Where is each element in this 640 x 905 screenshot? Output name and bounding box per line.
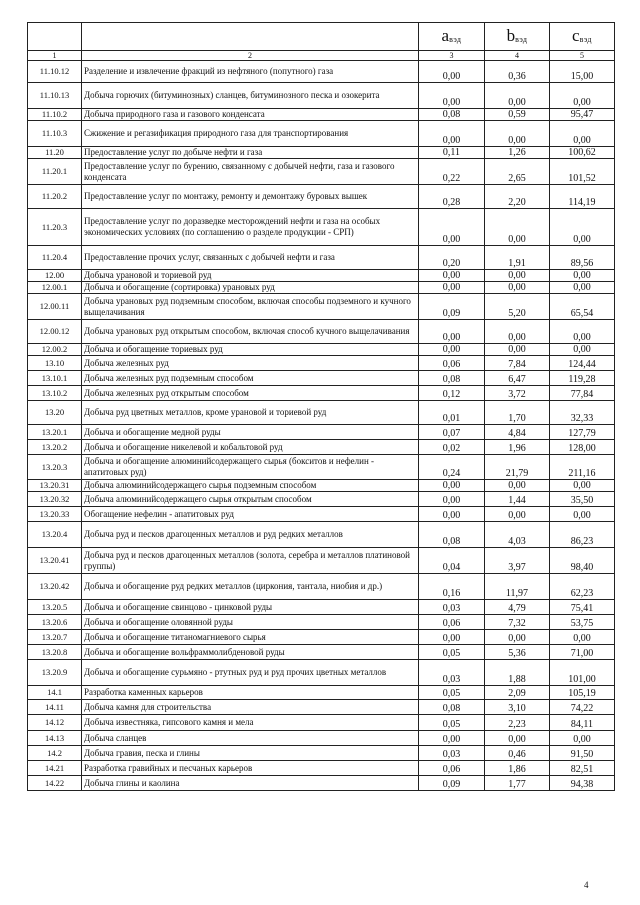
table-row — [28, 401, 615, 425]
table-row — [28, 440, 615, 455]
row-value-b: 2,09 — [485, 686, 550, 700]
row-code: 11.20.3 — [28, 209, 82, 246]
row-value-c: 84,11 — [550, 715, 615, 731]
row-value-b: 1,88 — [485, 660, 550, 686]
row-value-c: 82,51 — [550, 761, 615, 776]
row-code: 11.10.3 — [28, 121, 82, 147]
row-value-a: 0,03 — [419, 746, 485, 761]
row-code: 13.20.42 — [28, 574, 82, 600]
row-value-c: 100,62 — [550, 147, 615, 159]
row-value-c: 127,79 — [550, 425, 615, 440]
row-value-a: 0,08 — [419, 522, 485, 548]
row-value-b: 1,96 — [485, 440, 550, 455]
row-value-a: 0,00 — [419, 480, 485, 492]
row-value-a: 0,00 — [419, 630, 485, 645]
row-value-c: 86,23 — [550, 522, 615, 548]
row-value-c: 89,56 — [550, 246, 615, 270]
row-name: Добыча железных руд — [82, 356, 419, 371]
row-code: 11.10.2 — [28, 109, 82, 121]
row-value-c: 211,16 — [550, 455, 615, 480]
table-row — [28, 548, 615, 574]
row-value-b: 0,46 — [485, 746, 550, 761]
header-name — [82, 23, 419, 51]
row-value-a: 0,00 — [419, 320, 485, 344]
row-value-c: 0,00 — [550, 270, 615, 282]
row-value-b: 0,00 — [485, 209, 550, 246]
row-code: 13.20.41 — [28, 548, 82, 574]
row-value-a: 0,00 — [419, 731, 485, 746]
row-value-a: 0,00 — [419, 83, 485, 109]
row-value-c: 98,40 — [550, 548, 615, 574]
row-value-b: 1,70 — [485, 401, 550, 425]
row-value-a: 0,00 — [419, 121, 485, 147]
row-value-b: 1,86 — [485, 761, 550, 776]
row-value-b: 0,00 — [485, 83, 550, 109]
row-name: Добыча и обогащение алюминийсодержащего сырья (бокситов и нефелин - апатитовых руд) — [82, 455, 419, 480]
page-number: 4 — [584, 880, 589, 890]
row-code: 12.00.11 — [28, 294, 82, 320]
table-row — [28, 480, 615, 492]
row-value-b: 0,00 — [485, 731, 550, 746]
row-value-b: 2,23 — [485, 715, 550, 731]
column-number: 1 — [28, 51, 82, 61]
header-code — [28, 23, 82, 51]
header-c: $c_{вэд}$ — [550, 23, 615, 51]
table-row — [28, 715, 615, 731]
row-name: Добыча и обогащение сурьмяно - ртутных руд и руд прочих цветных металлов — [82, 660, 419, 686]
row-value-a: 0,06 — [419, 615, 485, 630]
row-name: Разделение и извлечение фракций из нефтяного (попутного) газа — [82, 61, 419, 83]
row-value-a: 0,08 — [419, 700, 485, 715]
coefficients-table — [27, 22, 615, 791]
row-name: Добыча и обогащение ториевых руд — [82, 344, 419, 356]
row-value-c: 0,00 — [550, 209, 615, 246]
row-value-a: 0,05 — [419, 645, 485, 660]
row-value-b: 1,26 — [485, 147, 550, 159]
row-code: 13.20.4 — [28, 522, 82, 548]
row-value-b: 1,77 — [485, 776, 550, 791]
header-a: $a_{вэд}$ — [419, 23, 485, 51]
row-name: Добыча урановой и ториевой руд — [82, 270, 419, 282]
row-value-b: 3,72 — [485, 386, 550, 401]
row-value-c: 53,75 — [550, 615, 615, 630]
row-value-b: 5,20 — [485, 294, 550, 320]
row-value-a: 0,00 — [419, 61, 485, 83]
row-value-c: 105,19 — [550, 686, 615, 700]
table-row — [28, 686, 615, 700]
row-code: 13.20.8 — [28, 645, 82, 660]
row-code: 12.00 — [28, 270, 82, 282]
row-code: 13.20.5 — [28, 600, 82, 615]
row-code: 12.00.1 — [28, 282, 82, 294]
table-row — [28, 344, 615, 356]
table-row — [28, 147, 615, 159]
table-row — [28, 507, 615, 522]
row-name: Обогащение нефелин - апатитовых руд — [82, 507, 419, 522]
row-name: Добыча алюминийсодержащего сырья открытым способом — [82, 492, 419, 507]
row-name: Добыча горючих (битуминозных) сланцев, битуминозного песка и озокерита — [82, 83, 419, 109]
row-code: 13.20.2 — [28, 440, 82, 455]
row-value-c: 124,44 — [550, 356, 615, 371]
row-value-b: 4,03 — [485, 522, 550, 548]
row-name: Предоставление услуг по монтажу, ремонту и демонтажу буровых вышек — [82, 185, 419, 209]
row-value-c: 0,00 — [550, 731, 615, 746]
row-name: Добыча руд и песков драгоценных металлов (золота, серебра и металлов платиновой группы) — [82, 548, 419, 574]
row-name: Добыча железных руд подземным способом — [82, 371, 419, 386]
table-row — [28, 455, 615, 480]
table-row — [28, 700, 615, 715]
table-row — [28, 522, 615, 548]
row-value-b: 2,65 — [485, 159, 550, 185]
row-value-a: 0,05 — [419, 715, 485, 731]
row-code: 11.10.13 — [28, 83, 82, 109]
row-code: 11.20.4 — [28, 246, 82, 270]
row-value-c: 119,28 — [550, 371, 615, 386]
table-row — [28, 492, 615, 507]
row-value-b: 3,10 — [485, 700, 550, 715]
column-number: 2 — [82, 51, 419, 61]
row-code: 13.20.3 — [28, 455, 82, 480]
row-name: Добыча урановых руд подземным способом, включая способы подземного и кучного выщелачивания — [82, 294, 419, 320]
row-value-c: 91,50 — [550, 746, 615, 761]
column-number-row — [28, 51, 615, 61]
row-value-c: 62,23 — [550, 574, 615, 600]
table-row — [28, 600, 615, 615]
row-value-a: 0,11 — [419, 147, 485, 159]
row-value-b: 6,47 — [485, 371, 550, 386]
row-name: Добыча сланцев — [82, 731, 419, 746]
row-code: 12.00.2 — [28, 344, 82, 356]
row-code: 13.20.1 — [28, 425, 82, 440]
row-value-c: 0,00 — [550, 83, 615, 109]
row-code: 12.00.12 — [28, 320, 82, 344]
row-value-a: 0,00 — [419, 507, 485, 522]
row-value-a: 0,03 — [419, 660, 485, 686]
row-value-a: 0,24 — [419, 455, 485, 480]
row-code: 11.20.2 — [28, 185, 82, 209]
table-row — [28, 109, 615, 121]
row-code: 14.22 — [28, 776, 82, 791]
row-value-c: 101,52 — [550, 159, 615, 185]
row-name: Добыча и обогащение вольфраммолибденовой руды — [82, 645, 419, 660]
table-row — [28, 386, 615, 401]
table-row — [28, 356, 615, 371]
row-code: 14.11 — [28, 700, 82, 715]
row-name: Добыча и обогащение медной руды — [82, 425, 419, 440]
table-row — [28, 761, 615, 776]
row-value-a: 0,00 — [419, 492, 485, 507]
row-value-a: 0,09 — [419, 776, 485, 791]
row-name: Добыча известняка, гипсового камня и мела — [82, 715, 419, 731]
row-value-a: 0,00 — [419, 209, 485, 246]
row-name: Разработка гравийных и песчаных карьеров — [82, 761, 419, 776]
row-value-c: 15,00 — [550, 61, 615, 83]
row-code: 13.20.32 — [28, 492, 82, 507]
row-name: Добыча и обогащение (сортировка) урановых руд — [82, 282, 419, 294]
row-value-c: 77,84 — [550, 386, 615, 401]
row-name: Добыча железных руд открытым способом — [82, 386, 419, 401]
row-value-a: 0,09 — [419, 294, 485, 320]
row-value-c: 74,22 — [550, 700, 615, 715]
table-row — [28, 731, 615, 746]
row-name: Предоставление услуг по добыче нефти и газа — [82, 147, 419, 159]
row-value-b: 0,00 — [485, 344, 550, 356]
row-name: Добыча и обогащение титаномагниевого сырья — [82, 630, 419, 645]
row-name: Добыча алюминийсодержащего сырья подземным способом — [82, 480, 419, 492]
row-code: 14.1 — [28, 686, 82, 700]
table-row — [28, 574, 615, 600]
table-row — [28, 645, 615, 660]
table-row — [28, 660, 615, 686]
row-value-b: 7,32 — [485, 615, 550, 630]
row-value-c: 0,00 — [550, 480, 615, 492]
row-name: Добыча камня для строительства — [82, 700, 419, 715]
row-value-b: 0,00 — [485, 270, 550, 282]
row-value-a: 0,28 — [419, 185, 485, 209]
column-number: 5 — [550, 51, 615, 61]
table-row — [28, 630, 615, 645]
row-code: 13.20 — [28, 401, 82, 425]
table-row — [28, 294, 615, 320]
row-value-b: 0,00 — [485, 320, 550, 344]
row-value-a: 0,16 — [419, 574, 485, 600]
row-value-a: 0,05 — [419, 686, 485, 700]
row-value-b: 0,00 — [485, 121, 550, 147]
row-value-a: 0,06 — [419, 761, 485, 776]
row-value-b: 11,97 — [485, 574, 550, 600]
header-b: $b_{вэд}$ — [485, 23, 550, 51]
row-value-a: 0,00 — [419, 282, 485, 294]
row-code: 14.12 — [28, 715, 82, 731]
table-row — [28, 246, 615, 270]
row-value-c: 95,47 — [550, 109, 615, 121]
row-value-b: 0,36 — [485, 61, 550, 83]
row-name: Добыча урановых руд открытым способом, включая способ кучного выщелачивания — [82, 320, 419, 344]
row-code: 13.20.7 — [28, 630, 82, 645]
row-code: 13.10 — [28, 356, 82, 371]
row-value-a: 0,04 — [419, 548, 485, 574]
row-value-b: 4,84 — [485, 425, 550, 440]
table-row — [28, 320, 615, 344]
table-row — [28, 121, 615, 147]
row-value-c: 65,54 — [550, 294, 615, 320]
row-value-b: 21,79 — [485, 455, 550, 480]
header-row — [28, 23, 615, 51]
row-value-c: 114,19 — [550, 185, 615, 209]
row-value-b: 0,00 — [485, 282, 550, 294]
table-row — [28, 615, 615, 630]
table-row — [28, 776, 615, 791]
row-value-a: 0,06 — [419, 356, 485, 371]
table-row — [28, 425, 615, 440]
row-value-a: 0,20 — [419, 246, 485, 270]
row-value-b: 1,44 — [485, 492, 550, 507]
table-row — [28, 61, 615, 83]
table-row — [28, 83, 615, 109]
table-row — [28, 159, 615, 185]
row-code: 14.13 — [28, 731, 82, 746]
row-value-b: 4,79 — [485, 600, 550, 615]
row-name: Добыча руд цветных металлов, кроме урановой и ториевой руд — [82, 401, 419, 425]
column-number: 3 — [419, 51, 485, 61]
table-row — [28, 209, 615, 246]
row-code: 14.21 — [28, 761, 82, 776]
row-code: 13.20.33 — [28, 507, 82, 522]
row-value-b: 1,91 — [485, 246, 550, 270]
row-value-a: 0,02 — [419, 440, 485, 455]
table-row — [28, 270, 615, 282]
row-value-c: 0,00 — [550, 320, 615, 344]
row-name: Разработка каменных карьеров — [82, 686, 419, 700]
table-row — [28, 371, 615, 386]
row-code: 13.20.6 — [28, 615, 82, 630]
row-value-a: 0,22 — [419, 159, 485, 185]
row-name: Сжижение и регазификация природного газа для транспортирования — [82, 121, 419, 147]
row-code: 13.20.9 — [28, 660, 82, 686]
row-code: 13.10.1 — [28, 371, 82, 386]
row-value-b: 0,00 — [485, 480, 550, 492]
row-value-a: 0,07 — [419, 425, 485, 440]
row-value-b: 0,00 — [485, 507, 550, 522]
row-code: 13.20.31 — [28, 480, 82, 492]
row-value-c: 94,38 — [550, 776, 615, 791]
row-value-b: 0,00 — [485, 630, 550, 645]
row-value-c: 0,00 — [550, 344, 615, 356]
row-name: Предоставление прочих услуг, связанных с добычей нефти и газа — [82, 246, 419, 270]
table-row — [28, 746, 615, 761]
row-value-c: 75,41 — [550, 600, 615, 615]
row-name: Добыча гравия, песка и глины — [82, 746, 419, 761]
row-value-c: 0,00 — [550, 630, 615, 645]
row-value-c: 128,00 — [550, 440, 615, 455]
row-value-b: 5,36 — [485, 645, 550, 660]
row-name: Предоставление услуг по бурению, связанному с добычей нефти, газа и газового конденсата — [82, 159, 419, 185]
row-code: 11.20.1 — [28, 159, 82, 185]
row-value-c: 0,00 — [550, 507, 615, 522]
row-name: Добыча руд и песков драгоценных металлов и руд редких металлов — [82, 522, 419, 548]
row-name: Добыча природного газа и газового конденсата — [82, 109, 419, 121]
table-row — [28, 282, 615, 294]
row-name: Добыча и обогащение никелевой и кобальтовой руд — [82, 440, 419, 455]
row-name: Добыча и обогащение оловянной руды — [82, 615, 419, 630]
row-value-b: 3,97 — [485, 548, 550, 574]
row-value-c: 32,33 — [550, 401, 615, 425]
row-value-c: 35,50 — [550, 492, 615, 507]
row-name: Добыча и обогащение руд редких металлов (циркония, тантала, ниобия и др.) — [82, 574, 419, 600]
row-value-a: 0,03 — [419, 600, 485, 615]
row-code: 11.10.12 — [28, 61, 82, 83]
column-number: 4 — [485, 51, 550, 61]
row-value-a: 0,00 — [419, 344, 485, 356]
row-name: Предоставление услуг по доразведке месторождений нефти и газа на особых экономических условиях (по соглашению о разделе продукции - СРП) — [82, 209, 419, 246]
row-value-b: 2,20 — [485, 185, 550, 209]
row-value-a: 0,00 — [419, 270, 485, 282]
row-value-c: 101,00 — [550, 660, 615, 686]
row-value-b: 0,59 — [485, 109, 550, 121]
row-value-a: 0,08 — [419, 371, 485, 386]
row-name: Добыча и обогащение свинцово - цинковой руды — [82, 600, 419, 615]
row-code: 13.10.2 — [28, 386, 82, 401]
row-code: 11.20 — [28, 147, 82, 159]
table-row — [28, 185, 615, 209]
row-value-b: 7,84 — [485, 356, 550, 371]
row-value-c: 0,00 — [550, 282, 615, 294]
row-value-a: 0,01 — [419, 401, 485, 425]
row-value-c: 0,00 — [550, 121, 615, 147]
row-value-a: 0,08 — [419, 109, 485, 121]
row-code: 14.2 — [28, 746, 82, 761]
row-name: Добыча глины и каолина — [82, 776, 419, 791]
row-value-a: 0,12 — [419, 386, 485, 401]
table-body — [28, 61, 615, 791]
row-value-c: 71,00 — [550, 645, 615, 660]
